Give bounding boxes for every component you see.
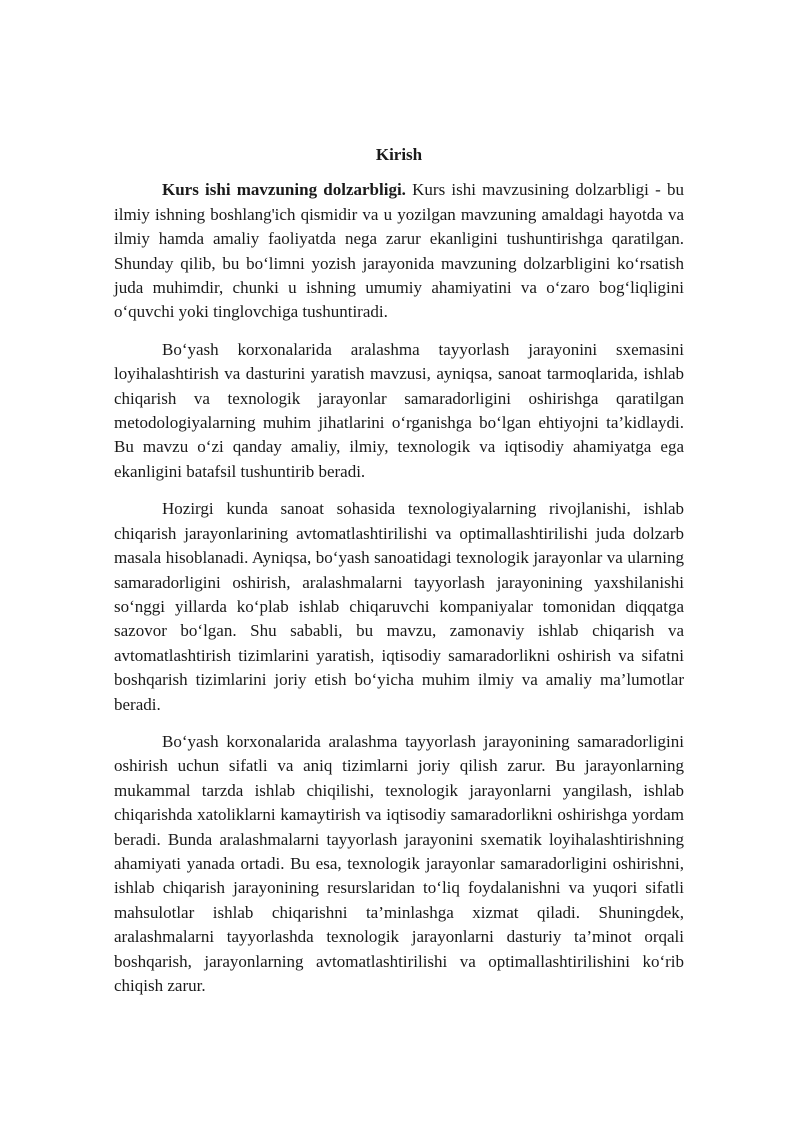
paragraph-text: Hozirgi kunda sanoat sohasida texnologiyalarning rivojlanishi, ishlab chiqarish jarayonlarining avtomatlashtirilishi va optimallashtirilishi juda dolzarb masala hisoblanadi. Ayniqsa, bo‘yash sanoatidagi texnologik jarayonlar va ularning samaradorligini oshirish, aralashmalarni tayyorlash jarayonining yaxshilanishi so‘nggi yillarda ko‘plab ishlab chiqaruvchi kompaniyalar tomonidan diqqatga sazovor bo‘lgan. Shu sababli, bu mavzu, zamonaviy ishlab chiqarish va avtomatlashtirish tizimlarini yaratish, iqtisodiy samaradorlikni oshirish va sifatni boshqarish tizimlarini joriy etish bo‘yicha muhim ilmiy va amaliy ma’lumotlar beradi. [114, 499, 684, 714]
paragraph-current-state [114, 497, 684, 717]
section-title: Kirish [375, 145, 423, 164]
paragraph-text: Bo‘yash korxonalarida aralashma tayyorlash jarayonini sxemasini loyihalashtirish va dasturini yaratish mavzusi, ayniqsa, sanoat tarmoqlarida, ishlab chiqarish va texnologik jarayonlar samaradorligini oshirishga qaratilgan metodologiyalarning muhim jihatlarini o‘rganishga bo‘lgan ehtiyojni ta’kidlaydi. Bu mavzu o‘zi qanday amaliy, ilmiy, texnologik va iqtisodiy ahamiyatga ega ekanligini batafsil tushuntirib beradi. [114, 339, 684, 481]
paragraph-text: Bo‘yash korxonalarida aralashma tayyorlash jarayonining samaradorligini oshirish uchun sifatli va aniq tizimlarni joriy qilish zarur. Bu jarayonlarning mukammal tarzda ishlab chiqilishi, texnologik jarayonlarni yangilash, ishlab chiqarishda xatoliklarni kamaytirish va iqtisodiy samaradorlikni oshirishga yordam beradi. Bunda aralashmalarni tayyorlash jarayonini sxematik loyihalashtirishning ahamiyati yanada ortadi. Bu esa, texnologik jarayonlar samaradorligini oshirishni, ishlab chiqarish jarayonining resurslaridan to‘liq foydalanishni va yuqori sifatli mahsulotlar ishlab chiqarishni ta’minlashga xizmat qiladi. Shuningdek, aralashmalarni tayyorlashda texnologik jarayonlarni dasturiy ta’minot orqali boshqarish, jarayonlarning avtomatlashtirilishi va optimallashtirilishini ko‘rib chiqish zarur. [114, 731, 684, 995]
paragraph-topic [114, 338, 684, 484]
document-body [114, 143, 684, 1011]
paragraph-efficiency [114, 730, 684, 998]
paragraph-relevance [114, 178, 684, 324]
paragraph-text: Kurs ishi mavzusining dolzarbligi - bu ilmiy ishning boshlang'ich qismidir va u yozilgan mavzuning amaldagi hayotda va ilmiy hamda amaliy faoliyatda nega zarur ekanligini tushuntirishga qaratilgan. Shunday qilib, bu bo‘limni yozish jarayonida mavzuning dolzarbligini ko‘rsatish juda muhimdir, chunki u ishning umumiy ahamiyatini va o‘zaro bog‘liqligini o‘quvchi yoki tinglovchiga tushuntiradi. [114, 180, 684, 322]
paragraph-lead: Kurs ishi mavzuning dolzarbligi. [162, 180, 406, 200]
